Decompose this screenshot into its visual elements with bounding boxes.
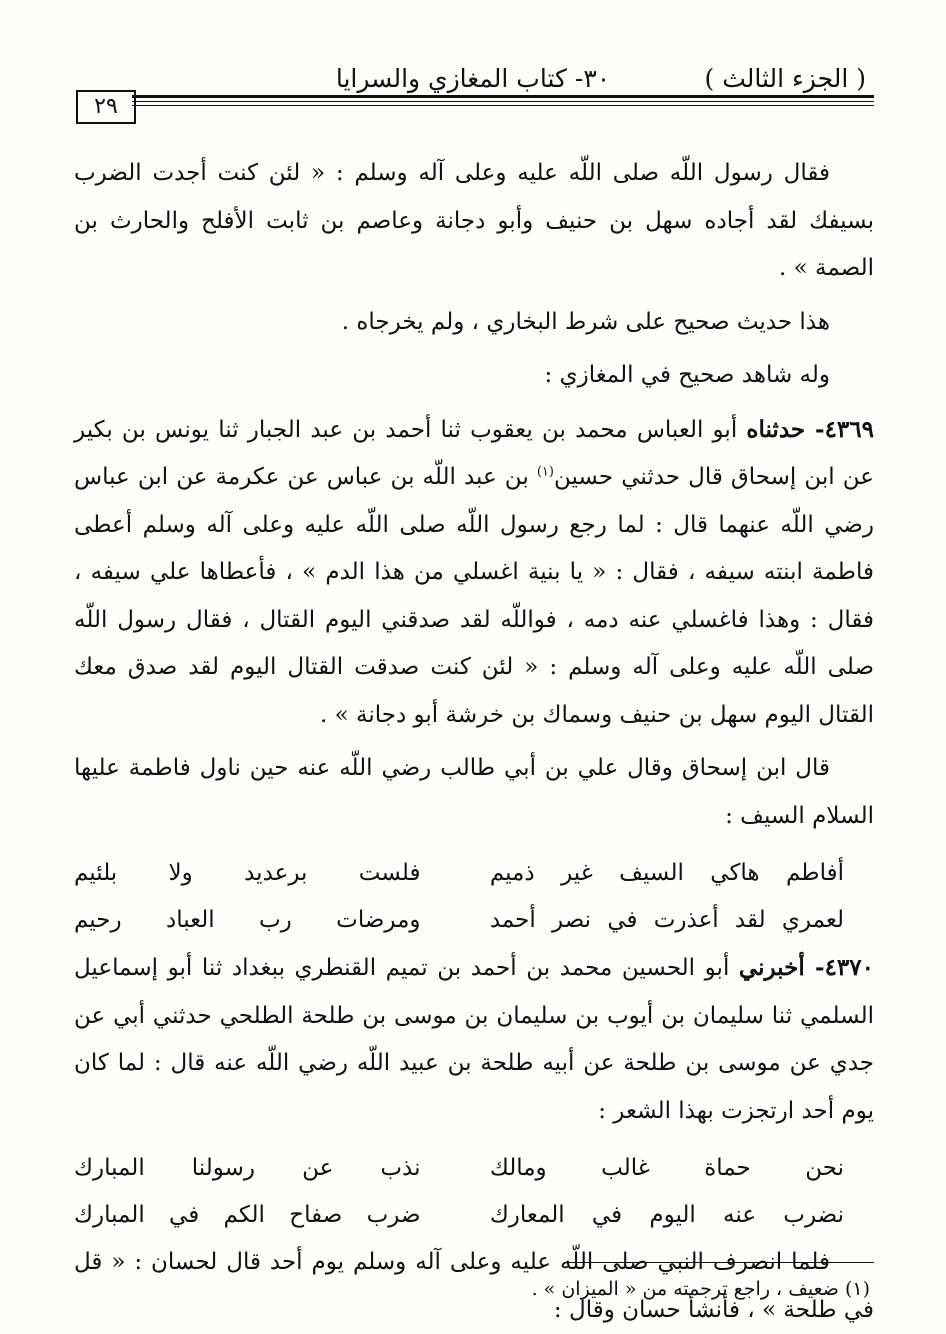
poem-talha	[74, 1145, 874, 1239]
verse-second-hemistich: ومرضات رب العباد رحيم	[74, 907, 421, 933]
verse-first-hemistich: أفاطم هاكي السيف غير ذميم	[489, 860, 844, 886]
hadith-lead-word: أخبرني	[738, 954, 805, 981]
verse-first-hemistich: نحن حماة غالب ومالك	[489, 1155, 844, 1181]
paragraph-ibn-ishaq: قال ابن إسحاق وقال علي بن أبي طالب رضي اللّه عنه حين ناول فاطمة عليها السلام السيف :	[74, 755, 874, 829]
hadith-lead-word: حدثناه	[746, 415, 806, 443]
hadith-number: ٤٣٦٩-	[805, 415, 874, 443]
header-rule-thin	[132, 101, 874, 102]
poem-verse	[74, 897, 874, 944]
main-text	[74, 150, 874, 1334]
page-number-box: ٢٩	[76, 90, 136, 124]
poem-verse	[74, 1145, 874, 1192]
footnote-rule	[564, 1262, 874, 1263]
footnote-marker: (١)	[536, 464, 554, 480]
hadith-4369	[74, 406, 874, 740]
running-header-volume: ( الجزء الثالث )	[704, 64, 866, 93]
verse-first-hemistich: لعمري لقد أعذرت في نصر أحمد	[489, 907, 844, 933]
poem-verse	[74, 850, 874, 897]
paragraph-hassan: فلما انصرف النبي صلى اللّه عليه وعلى آله وسلم يوم أحد قال لحسان : « قل في طلحة » ، فأنشأ حسان وقال :	[74, 1249, 874, 1323]
hadith-4370	[74, 944, 874, 1135]
verse-second-hemistich: ضرب صفاح الكم في المبارك	[74, 1202, 421, 1228]
paragraph-authenticity: هذا حديث صحيح على شرط البخاري ، ولم يخرجاه .	[341, 308, 830, 335]
hadith-text: أبو العباس محمد بن يعقوب ثنا أحمد بن عبد الجبار ثنا يونس بن بكير عن ابن إسحاق قال حدثني حسين	[74, 416, 874, 490]
hadith-number: ٤٣٧٠-	[804, 954, 874, 981]
hadith-text-cont: بن عبد اللّه بن عباس عن عكرمة عن ابن عباس رضي اللّه عنهما قال : لما رجع رسول اللّه صلى اللّه عليه وعلى آله وسلم أعطى فاطمة ابنته سيفه ، فقال : « يا بنية اغسلي من هذا الدم » ، فأعطاها علي سيفه ، فقال : وهذا فاغسلي عنه دمه ، فواللّه لقد صدقني اليوم القتال ، فقال رسول اللّه صلى اللّه عليه وعلى آله وسلم : « لئن كنت صدقت القتال اليوم لقد صدق معك القتال اليوم سهل بن حنيف وسماك بن خرشة أبو دجانة » .	[74, 464, 874, 728]
header-rule-thin-2	[132, 105, 874, 106]
poem-verse	[74, 1192, 874, 1239]
running-header-title: ٣٠- كتاب المغازي والسرايا	[335, 64, 611, 93]
poem-ali	[74, 850, 874, 944]
hadith-text: أبو الحسين محمد بن أحمد بن تميم القنطري ببغداد ثنا أبو إسماعيل السلمي ثنا سليمان بن أيوب بن سليمان بن موسى بن طلحة الطلحي حدثني أبي عن جدي عن موسى بن طلحة عن أبيه طلحة بن عبيد اللّه رضي اللّه عنه قال : لما كان يوم أحد ارتجزت بهذا الشعر :	[74, 955, 874, 1124]
footnote: (١) ضعيف ، راجع ترجمته من « الميزان » .	[531, 1278, 870, 1300]
verse-first-hemistich: نضرب عنه اليوم في المعارك	[489, 1202, 844, 1228]
verse-second-hemistich: فلست برعديد ولا بلئيم	[74, 860, 421, 886]
paragraph-prophet-saying: فقال رسول اللّه صلى اللّه عليه وعلى آله وسلم : « لئن كنت أجدت الضرب بسيفك لقد أجاده سهل بن حنيف وأبو دجانة وعاصم بن ثابت الأفلح والحارث بن الصمة » .	[74, 160, 874, 281]
verse-second-hemistich: نذب عن رسولنا المبارك	[74, 1155, 421, 1181]
header-rule-thick	[132, 95, 874, 98]
paragraph-witness: وله شاهد صحيح في المغازي :	[544, 362, 830, 388]
